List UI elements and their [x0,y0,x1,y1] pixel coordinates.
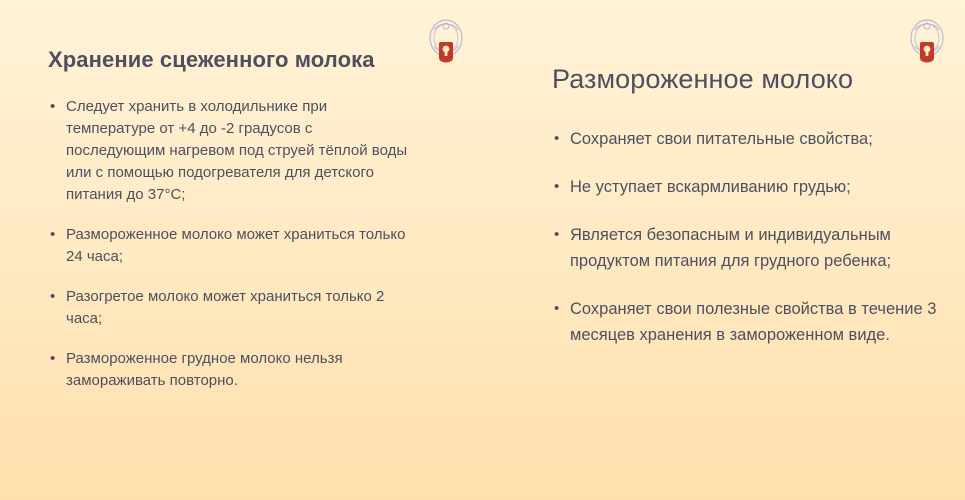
list-item: • Разогретое молоко может храниться только 2 часа; [48,286,412,330]
list-item: • Сохраняет свои питательные свойства; [552,126,940,152]
left-column-bullet-list [48,96,412,392]
left-column [0,0,432,410]
right-column-title: Размороженное молоко [552,64,854,94]
list-item: • Размороженное молоко может храниться только 24 часа; [48,224,412,268]
list-item: • Размороженное грудное молоко нельзя замораживать повторно. [48,348,412,392]
list-item: • Не уступает вскармливанию грудью; [552,174,940,200]
right-column-bullet-list [552,126,940,348]
list-item: • Сохраняет свои полезные свойства в течение 3 месяцев хранения в замороженном виде. [552,296,940,348]
right-column [520,0,960,370]
left-column-title: Хранение сцеженного молока [48,47,375,72]
list-item: • Следует хранить в холодильнике при температуре от +4 до -2 градусов с последующим нагревом под струей тёплой воды или с помощью подогревателя для детского питания до 37°С; [48,96,412,206]
list-item: • Является безопасным и индивидуальным продуктом питания для грудного ребенка; [552,222,940,274]
